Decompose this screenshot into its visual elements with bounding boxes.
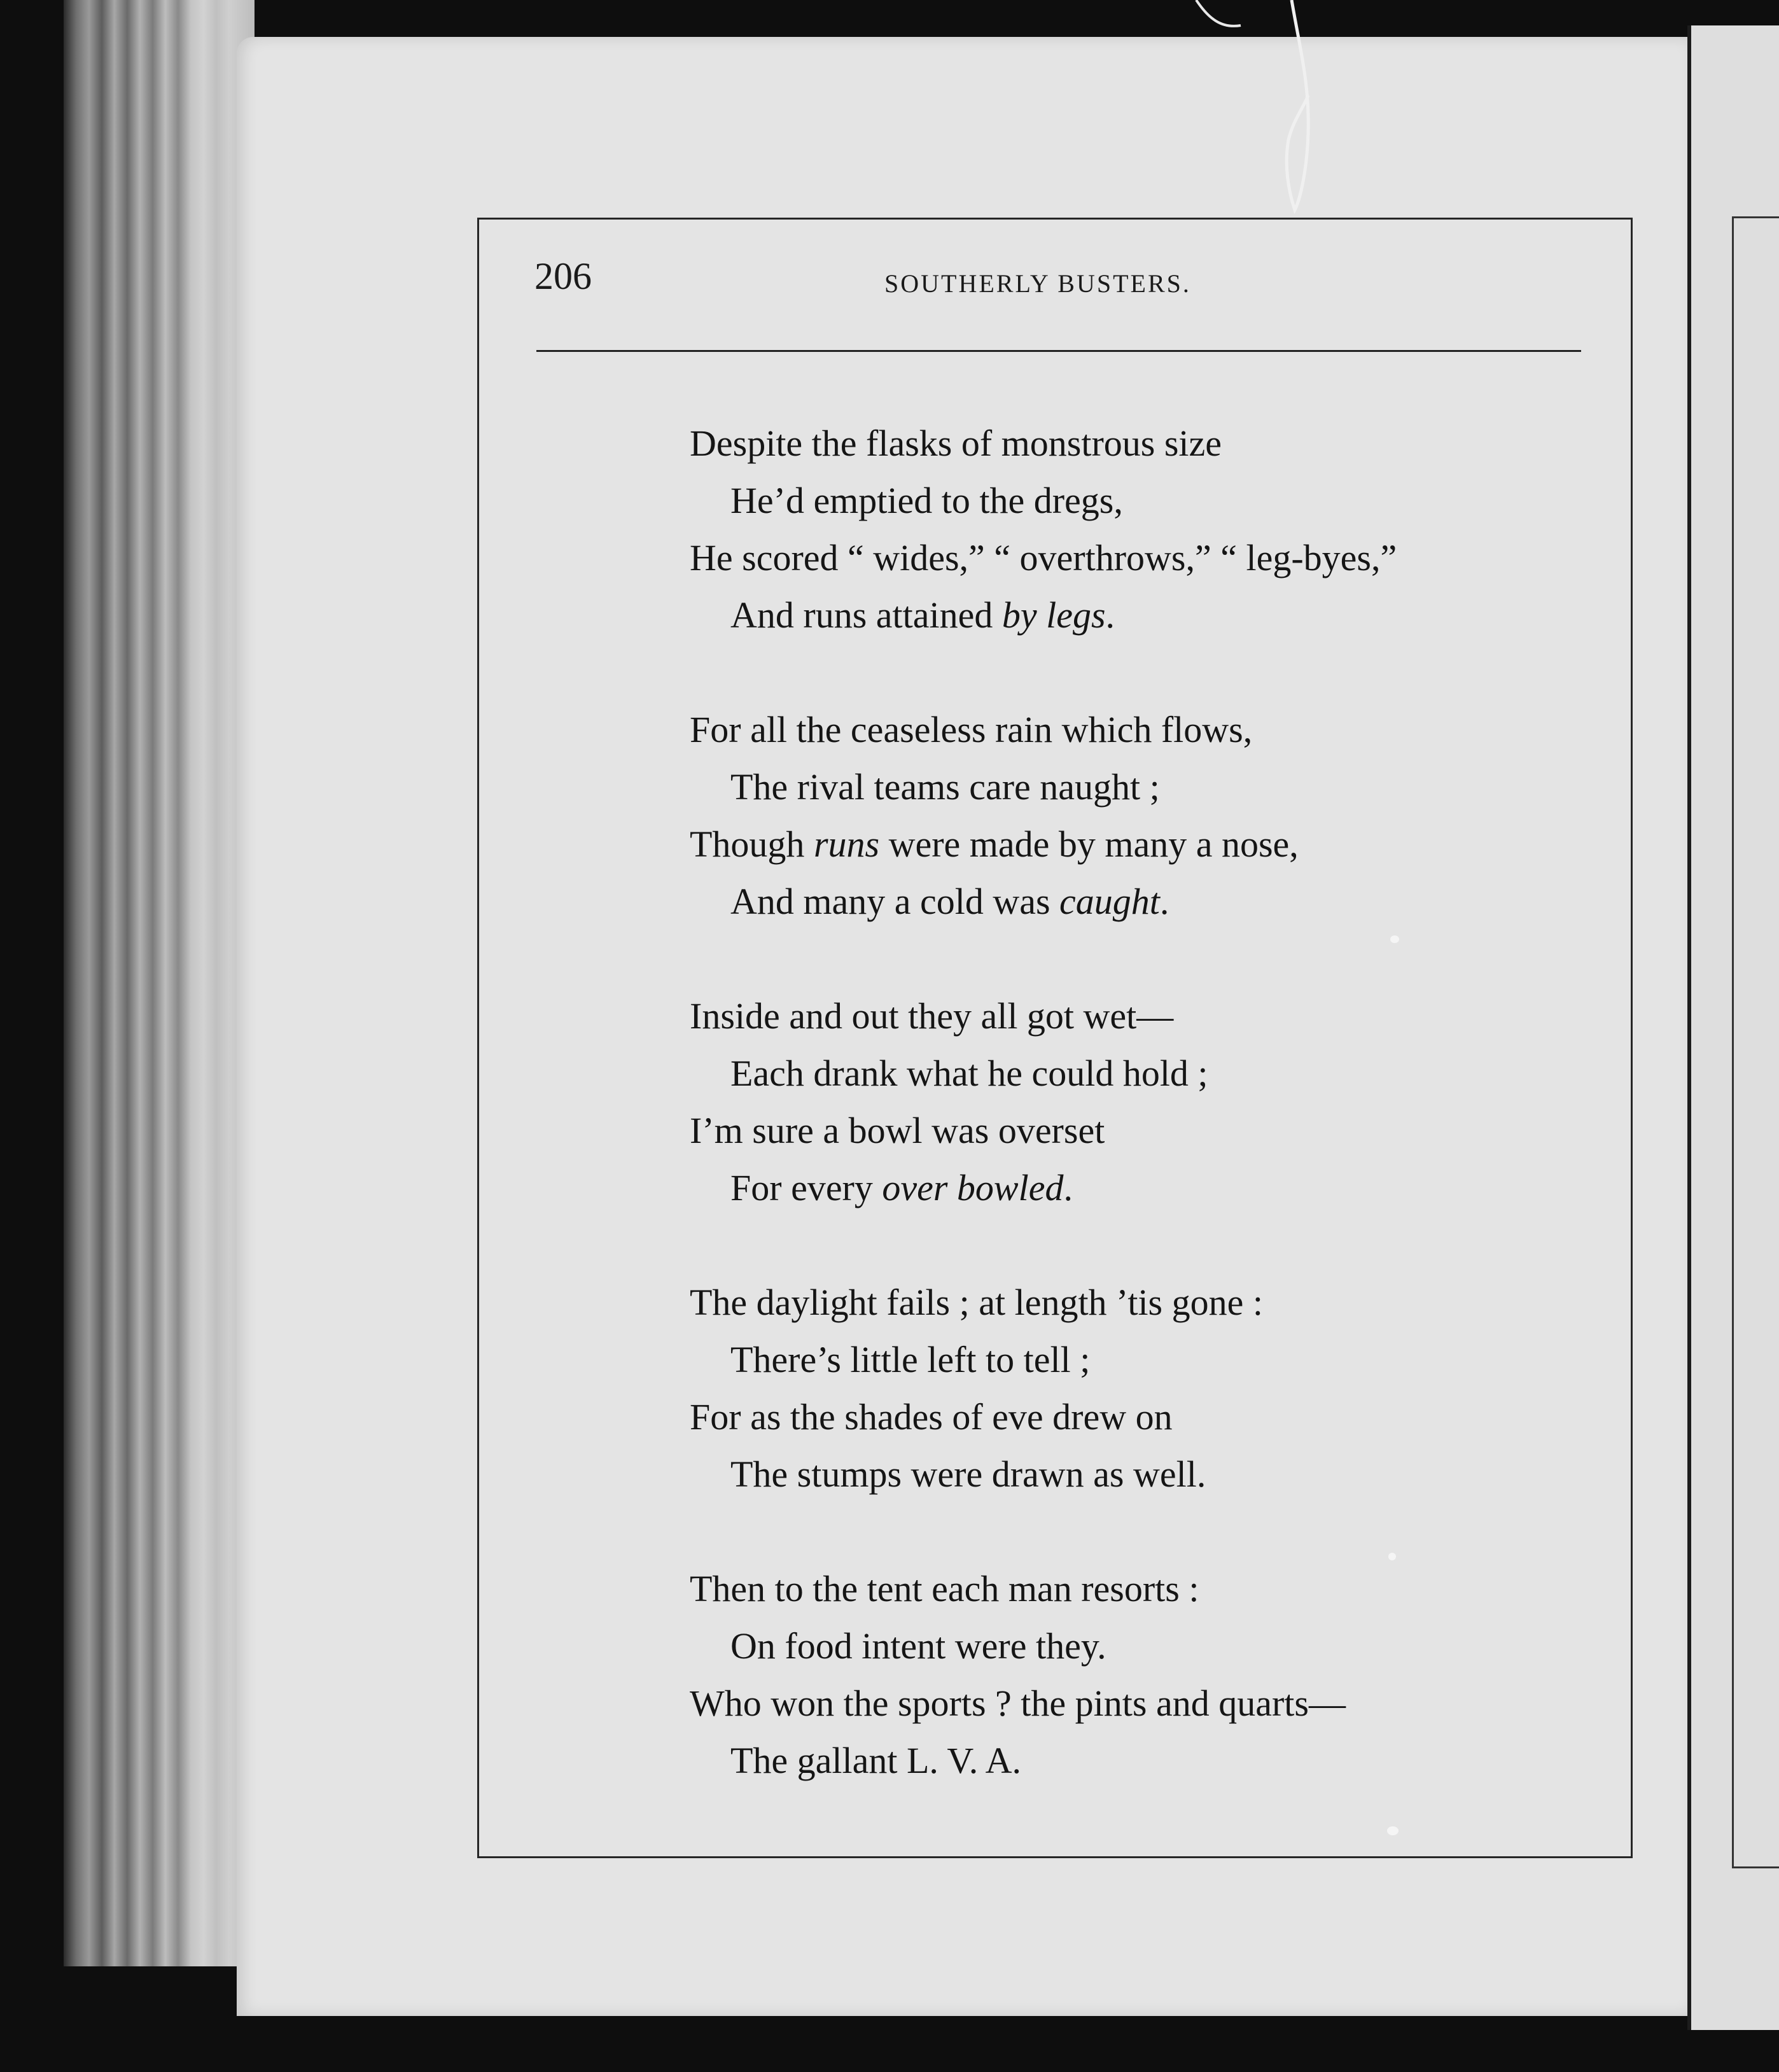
scan-speck: [1388, 1553, 1396, 1560]
running-title: SOUTHERLY BUSTERS.: [884, 269, 1191, 298]
poem-line: There’s little left to tell ;: [730, 1339, 1091, 1380]
stanza: [690, 415, 1593, 644]
scan-speck: [1390, 935, 1399, 943]
poem-line: He’d emptied to the dregs,: [730, 480, 1123, 521]
poem-line: And many a cold was caught.: [730, 881, 1169, 922]
poem-line: For as the shades of eve drew on: [690, 1396, 1173, 1438]
italic-phrase: caught: [1059, 881, 1160, 922]
page-number: 206: [534, 255, 592, 297]
italic-phrase: runs: [813, 823, 880, 865]
stanza: [690, 988, 1593, 1217]
poem-line: The daylight fails ; at length ’tis gone :: [690, 1282, 1263, 1323]
poem-line: Then to the tent each man resorts :: [690, 1568, 1199, 1609]
facing-page-frame: [1732, 216, 1779, 1868]
poem-line: The rival teams care naught ;: [730, 766, 1160, 808]
scan-speck: [1387, 1826, 1399, 1835]
poem: [690, 415, 1593, 1847]
poem-line: For every over bowled.: [730, 1167, 1073, 1208]
running-head: [534, 255, 1581, 305]
header-rule: [536, 350, 1581, 352]
italic-phrase: by legs: [1001, 594, 1106, 636]
poem-line: For all the ceaseless rain which flows,: [690, 709, 1253, 750]
poem-line: On food intent were they.: [730, 1625, 1106, 1667]
poem-line: He scored “ wides,” “ overthrows,” “ leg-byes,”: [690, 537, 1397, 578]
poem-line: And runs attained by legs.: [730, 594, 1115, 636]
book-page-edges: [64, 0, 255, 1966]
poem-line: Each drank what he could hold ;: [730, 1053, 1208, 1094]
poem-line: I’m sure a bowl was overset: [690, 1110, 1105, 1151]
pencil-mark: [1183, 0, 1343, 216]
stanza: [690, 1274, 1593, 1503]
poem-line: Though runs were made by many a nose,: [690, 823, 1299, 865]
poem-line: Despite the flasks of monstrous size: [690, 423, 1222, 464]
stanza: [690, 701, 1593, 930]
poem-line: Inside and out they all got wet—: [690, 995, 1174, 1037]
poem-line: The gallant L. V. A.: [730, 1740, 1021, 1781]
poem-line: Who won the sports ? the pints and quarts—: [690, 1683, 1346, 1724]
stanza: [690, 1560, 1593, 1789]
poem-line: The stumps were drawn as well.: [730, 1453, 1206, 1495]
italic-phrase: over bowled: [882, 1167, 1064, 1208]
